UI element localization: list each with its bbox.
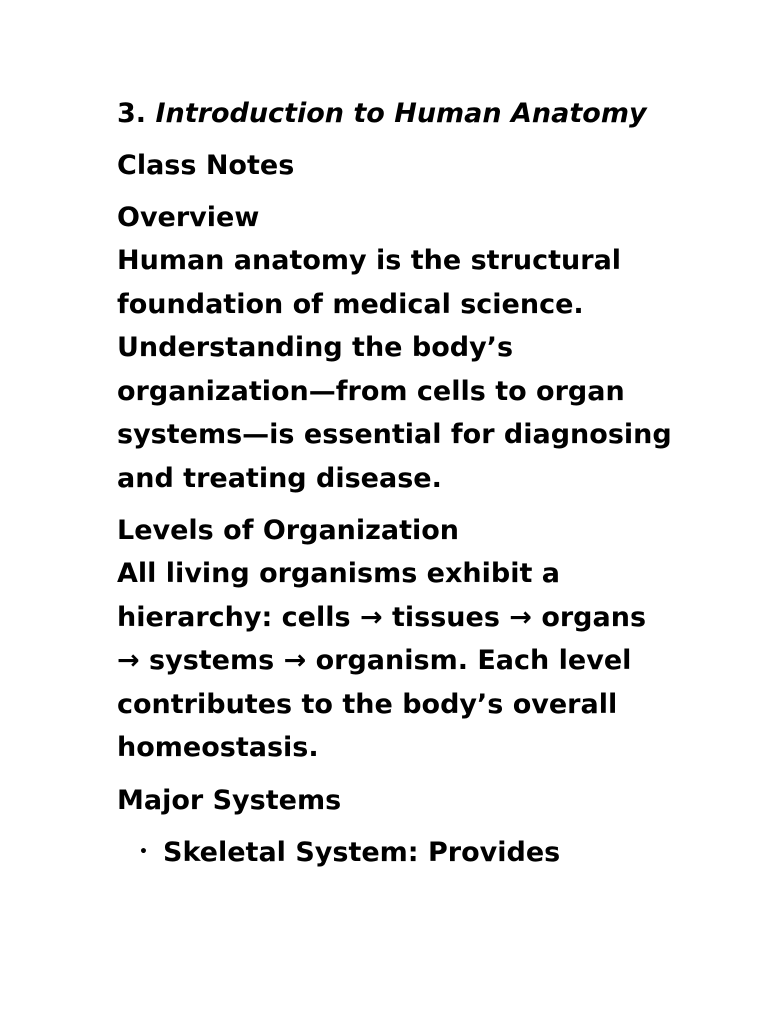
list-item — [117, 831, 677, 874]
page-title — [117, 92, 677, 135]
document-page — [117, 92, 677, 874]
document-subtitle: Class Notes — [117, 150, 295, 181]
bullet-icon: • — [139, 843, 148, 860]
levels-paragraph: All living organisms exhibit a hierarchy: cells → tissues → organs → systems → organism. Each level contributes to the body’s overall homeostasis. — [117, 558, 647, 763]
title-number: 3. — [117, 98, 147, 129]
overview-paragraph: Human anatomy is the structural foundation of medical science. Understanding the body’s organization—from cells to organ systems—is essential for diagnosing and treating disease. — [117, 245, 672, 494]
section-heading-overview: Overview — [117, 202, 260, 233]
title-text: Introduction to Human Anatomy — [155, 98, 647, 129]
list-item-text: Skeletal System: Provides — [163, 836, 561, 868]
section-heading-major-systems: Major Systems — [117, 784, 342, 816]
major-systems-list — [117, 831, 677, 874]
section-heading-levels: Levels of Organization — [117, 515, 460, 546]
